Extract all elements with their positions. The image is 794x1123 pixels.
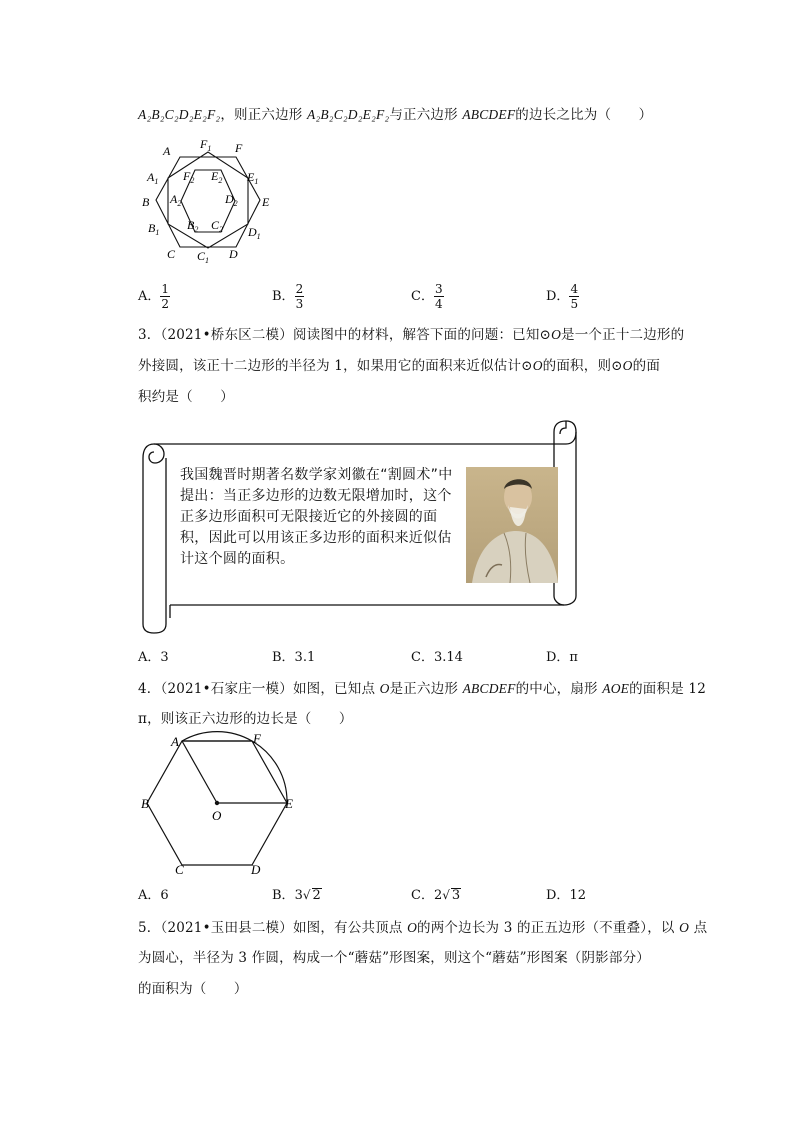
q2-hexagon-name-2: A₂B₂C₂D₂E₂F₂ <box>307 107 390 122</box>
q3-option-d[interactable]: D．π <box>546 650 578 665</box>
label-D2: $D_2$ <box>225 192 238 208</box>
q2-text-2: 与正六边形 <box>389 107 463 123</box>
label-E: E <box>262 195 270 209</box>
label-D: D <box>229 247 238 261</box>
q2-option-b[interactable] <box>272 282 304 311</box>
option-letter: D． <box>546 289 570 304</box>
label-E2: $E_2$ <box>211 169 223 185</box>
label-C1: $C_1$ <box>197 249 210 265</box>
q5-line-1: 5．（2021•玉田县二模）如图，有公共顶点 O的两个边长为 3 的正五边形（不重叠），以 O 点 <box>138 920 708 936</box>
label-B1: $B_1$ <box>148 221 160 237</box>
q2-text: ，则正六边形 <box>220 107 308 123</box>
option-fraction: $\frac{4}{5}$ <box>570 282 579 311</box>
label-O: O <box>212 808 222 823</box>
label-B: B <box>142 195 150 209</box>
q2-nested-hexagons-figure <box>135 130 285 270</box>
label-B2: $B_2$ <box>187 218 199 234</box>
q2-text-3: 的边长之比为（ ） <box>515 107 653 123</box>
q4-line-1: 4．（2021•石家庄一模）如图，已知点 O是正六边形 ABCDEF的中心，扇形 AOE的面积是 12 <box>138 681 706 697</box>
q5-line-3: 的面积为（ ） <box>138 981 248 997</box>
option-fraction: $\frac{1}{2}$ <box>161 282 170 311</box>
option-letter: B． <box>272 289 295 304</box>
label-F: F <box>253 731 261 746</box>
label-F2: $F_2$ <box>183 169 195 185</box>
label-F: F <box>235 141 243 155</box>
label-D: D <box>251 862 261 877</box>
label-D1: $D_1$ <box>248 225 261 241</box>
q2-text-line <box>138 103 652 123</box>
label-A: A <box>171 734 179 749</box>
q2-option-d[interactable] <box>546 282 579 311</box>
q2-option-c[interactable] <box>411 282 444 311</box>
q4-option-b[interactable]: B．3√ 2 <box>272 888 321 903</box>
q4-option-d[interactable]: D．12 <box>546 888 586 903</box>
label-C: C <box>167 247 176 261</box>
q3-option-a[interactable]: A．3 <box>138 650 169 665</box>
q3-option-c[interactable]: C．3.14 <box>411 650 463 665</box>
label-E1: $E_1$ <box>247 170 259 186</box>
q3-line-2: 外接圆，该正十二边形的半径为 1，如果用它的面积来近似估计⊙O的面积，则⊙O的面 <box>138 358 661 374</box>
liu-hui-passage: 我国魏晋时期著名数学家刘徽在“割圆术”中提出：当正多边形的边数无限增加时，这个正多边形面积可无限接近它的外接圆的面积，因此可以用该正多边形的面积来近似估计这个圆的面积。 <box>180 467 453 567</box>
label-F1: $F_1$ <box>200 137 212 153</box>
q3-option-b[interactable]: B．3.1 <box>272 650 316 665</box>
liu-hui-portrait <box>466 467 558 583</box>
label-C2: $C_2$ <box>211 218 224 234</box>
q3-line-1: 3．（2021•桥东区二模）阅读图中的材料，解答下面的问题：已知⊙O是一个正十二边形的 <box>138 327 685 343</box>
q4-line-2: π，则该正六边形的边长是（ ） <box>138 711 353 727</box>
option-fraction: $\frac{2}{3}$ <box>295 282 304 311</box>
option-letter: C． <box>411 289 434 304</box>
q2-option-a[interactable] <box>138 282 170 311</box>
option-letter: A． <box>138 289 161 304</box>
option-fraction: $\frac{3}{4}$ <box>434 282 443 311</box>
q4-option-a[interactable]: A．6 <box>138 888 169 903</box>
label-E: E <box>285 796 293 811</box>
label-A: A <box>163 144 171 158</box>
label-A2: $A_2$ <box>170 192 182 208</box>
q4-hexagon-sector-figure <box>135 728 315 878</box>
q2-hexagon-abcdef: ABCDEF <box>462 107 516 122</box>
q5-line-2: 为圆心，半径为 3 作圆，构成一个“蘑菇”形图案，则这个“蘑菇”形图案（阴影部分） <box>138 950 650 966</box>
label-B: B <box>141 796 149 811</box>
label-C: C <box>175 862 184 877</box>
q4-option-c[interactable]: C．2√ 3 <box>411 888 461 903</box>
label-A1: $A_1$ <box>147 170 159 186</box>
q3-line-3: 积约是（ ） <box>138 389 234 405</box>
q2-hexagon-name: A₂B₂C₂D₂E₂F₂ <box>138 107 221 122</box>
